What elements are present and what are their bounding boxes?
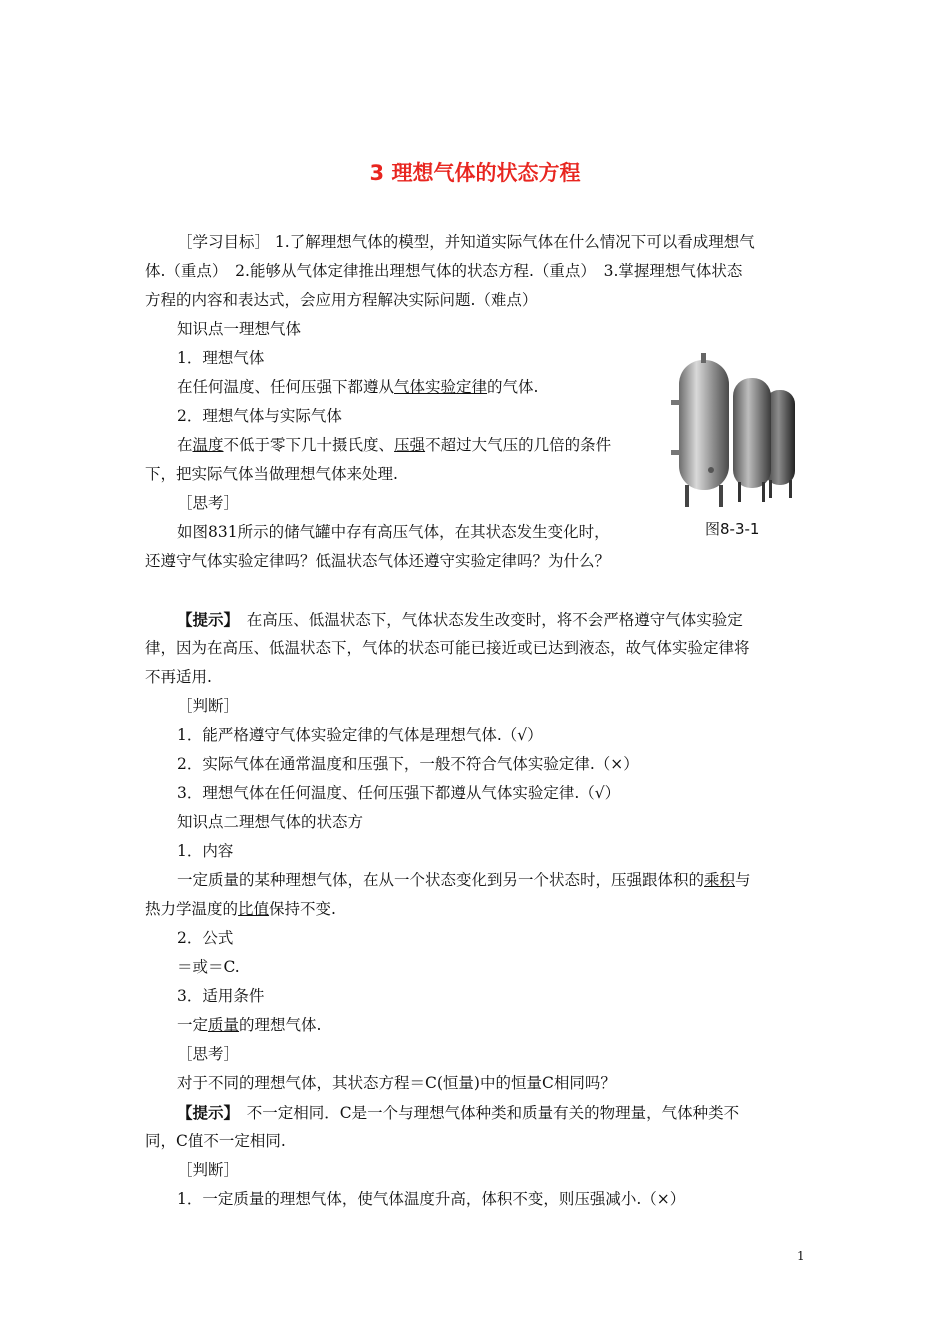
subsection-ideal-vs-real: 2．理想气体与实际气体 xyxy=(177,407,342,425)
question-line-2: 还遵守气体实验定律吗？低温状态气体还遵守实验定律吗？为什么？ xyxy=(145,552,611,570)
underlined-term: 气体实验定律 xyxy=(394,378,488,396)
judge-item-2: 2．实际气体在通常温度和压强下，一般不符合气体实验定律.（×） xyxy=(177,755,639,773)
section-heading-2: 知识点二理想气体的状态方 xyxy=(177,813,364,831)
judge-item-2-1: 1．一定质量的理想气体，使气体温度升高，体积不变，则压强减小.（×） xyxy=(177,1190,686,1208)
formula: ＝或＝C. xyxy=(177,958,240,976)
content-line-1: 一定质量的某种理想气体，在从一个状态变化到另一个状态时，压强跟体积的乘积与 xyxy=(177,871,751,889)
gas-tanks-figure xyxy=(665,350,805,510)
hint-2-line-1: 【提示】 不一定相同．C是一个与理想气体种类和质量有关的物理量，气体种类不 xyxy=(177,1103,740,1122)
hint-line-1: 【提示】 在高压、低温状态下，气体状态发生改变时，将不会严格遵守气体实验定 xyxy=(177,610,743,629)
conditions-text: 一定质量的理想气体. xyxy=(177,1016,322,1034)
hint-2-line-2: 同，C值不一定相同. xyxy=(145,1132,286,1150)
objectives-line-2: 体.（重点） 2.能够从气体定律推出理想气体的状态方程.（重点） 3.掌握理想气体状态 xyxy=(145,262,743,280)
hint-label: 【提示】 xyxy=(177,1103,232,1122)
judge-item-1: 1．能严格遵守气体实验定律的气体是理想气体.（√） xyxy=(177,726,543,744)
think-label-1: ［思考］ xyxy=(177,494,240,512)
subsection-conditions: 3．适用条件 xyxy=(177,987,265,1005)
hint-label: 【提示】 xyxy=(177,610,232,629)
underlined-term: 质量 xyxy=(208,1016,240,1034)
figure-caption: 图8-3-1 xyxy=(705,520,760,538)
underlined-term: 乘积 xyxy=(704,871,736,889)
hint-line-3: 不再适用. xyxy=(145,668,212,686)
question-line-1: 如图831所示的储气罐中存有高压气体，在其状态发生变化时， xyxy=(177,523,610,541)
subsection-ideal-gas: 1．理想气体 xyxy=(177,349,265,367)
content-line-2: 热力学温度的比值保持不变. xyxy=(145,900,336,918)
page-title: 3 理想气体的状态方程 xyxy=(369,161,581,185)
judge-label-2: ［判断］ xyxy=(177,1161,240,1179)
judge-item-3: 3．理想气体在任何温度、任何压强下都遵从气体实验定律.（√） xyxy=(177,784,621,802)
underlined-term: 温度 xyxy=(192,436,224,454)
underlined-term: 压强 xyxy=(394,436,426,454)
think-label-2: ［思考］ xyxy=(177,1045,240,1063)
objectives-line-1: ［学习目标］ 1.了解理想气体的模型，并知道实际气体在什么情况下可以看成理想气 xyxy=(177,233,755,251)
objectives-line-3: 方程的内容和表达式，会应用方程解决实际问题.（难点） xyxy=(145,291,538,309)
judge-label-1: ［判断］ xyxy=(177,697,240,715)
underlined-term: 比值 xyxy=(238,900,270,918)
definition-ideal-gas: 在任何温度、任何压强下都遵从气体实验定律的气体. xyxy=(177,378,539,396)
question-2: 对于不同的理想气体，其状态方程＝C(恒量)中的恒量C相同吗？ xyxy=(177,1074,616,1092)
subsection-content: 1．内容 xyxy=(177,842,234,860)
condition-line-1: 在温度不低于零下几十摄氏度、压强不超过大气压的几倍的条件 xyxy=(177,436,612,454)
gas-tanks-illustration xyxy=(665,350,805,510)
section-heading-1: 知识点一理想气体 xyxy=(177,320,302,338)
condition-line-2: 下，把实际气体当做理想气体来处理. xyxy=(145,465,398,483)
subsection-formula: 2．公式 xyxy=(177,929,234,947)
hint-line-2: 律，因为在高压、低温状态下，气体的状态可能已接近或已达到液态，故气体实验定律将 xyxy=(145,639,750,657)
page-number: 1 xyxy=(797,1249,805,1263)
